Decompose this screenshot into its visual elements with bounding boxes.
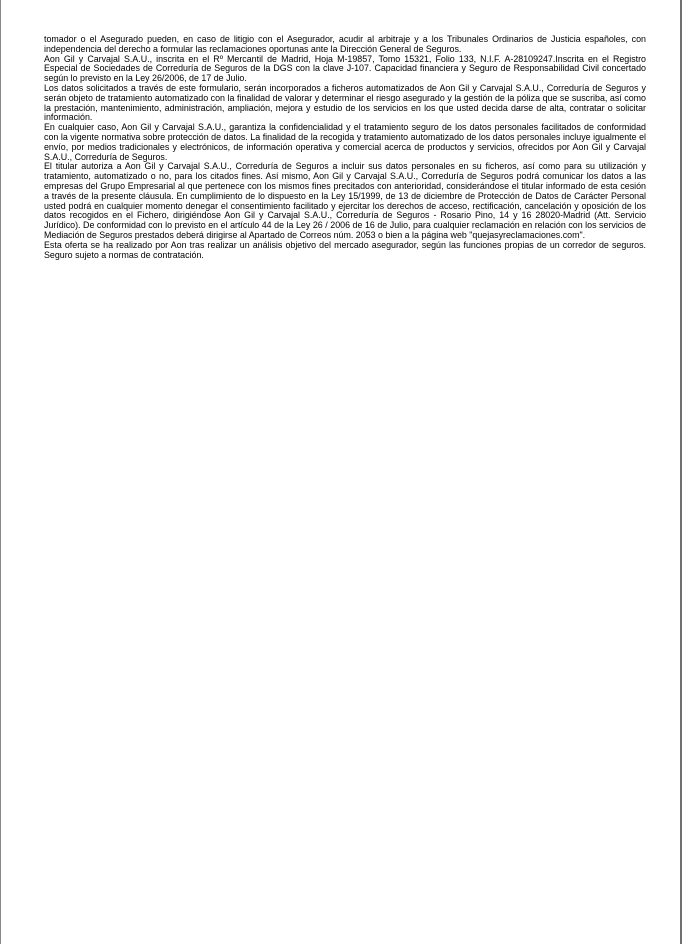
paragraph-confidentiality: En cualquier caso, Aon Gil y Carvajal S.A.U., garantiza la confidencialidad y el tratamiento seguro de los datos personales facilitados de conformidad con la vigente normativa sobre protección de datos. La finalidad de la recogida y tratamiento automatizado de los datos personales incluye igualmente el envío, por medios tradicionales y electrónicos, de información operativa y comercial acerca de productos y servicios, ofrecidos por Aon Gil y Carvajal S.A.U., Correduría de Seguros.	[44, 122, 646, 162]
paragraph-authorization: El titular autoriza a Aon Gil y Carvajal S.A.U., Correduría de Seguros a incluir sus datos personales en su ficheros, así como para su utilización y tratamiento, automatizado o no, para los citados fines. Así mismo, Aon Gil y Carvajal S.A.U., Correduría de Seguros podrá comunicar los datos a las empresas del Grupo Empresarial al que pertenece con los mismos fines precitados con anterioridad, considerándose el titular informado de esta cesión a través de la presente cláusula. En cumplimiento de lo dispuesto en la Ley 15/1999, de 13 de diciembre de Protección de Datos de Carácter Personal usted podrá en cualquier momento denegar el consentimiento facilitado y ejercitar los derechos de acceso, rectificación, cancelación y oposición de los datos recogidos en el Fichero, dirigiéndose Aon Gil y Carvajal S.A.U., Correduría de Seguros - Rosario Pino, 14 y 16 28020-Madrid (Att. Servicio Jurídico). De conformidad con lo previsto en el artículo 44 de la Ley 26 / 2006 de 16 de Julio, para cualquier reclamación en relación con los servicios de Mediación de Seguros prestados deberá dirigirse al Apartado de Correos núm. 2053 o bien a la página web "quejasyreclamaciones.com".	[44, 161, 646, 240]
paragraph-data-collection: Los datos solicitados a través de este formulario, serán incorporados a ficheros automatizados de Aon Gil y Carvajal S.A.U., Correduría de Seguros y serán objeto de tratamiento automatizado con la finalidad de valorar y determinar el riesgo asegurado y la gestión de la póliza que se suscriba, así como la prestación, mantenimiento, administración, ampliación, mejora y estudio de los servicios en los que usted decida darse de alta, contratar o solicitar información.	[44, 82, 646, 123]
paragraph-offer: Esta oferta se ha realizado por Aon tras realizar un análisis objetivo del mercado asegurador, según las funciones propias de un corredor de seguros. Seguro sujeto a normas de contratación.	[44, 239, 646, 260]
paragraph-arbitration: tomador o el Asegurado pueden, en caso de litigio con el Asegurador, acudir al arbitraje y a los Tribunales Ordinarios de Justicia españoles, con independencia del derecho a formular las reclamaciones oportunas ante la Dirección General de Seguros.	[44, 34, 646, 54]
paragraph-registry: Aon Gil y Carvajal S.A.U., inscrita en el Rº Mercantil de Madrid, Hoja M-19857, Tomo 15321, Folio 133, N.I.F. A-28109247.Inscrita en el Registro Especial de Sociedades de Correduría de Seguros de la DGS con la clave J-107. Capacidad financiera y Seguro de Responsabilidad Civil concertado según lo previsto en la Ley 26/2006, de 17 de Julio.	[44, 53, 646, 84]
document-body	[44, 35, 646, 260]
